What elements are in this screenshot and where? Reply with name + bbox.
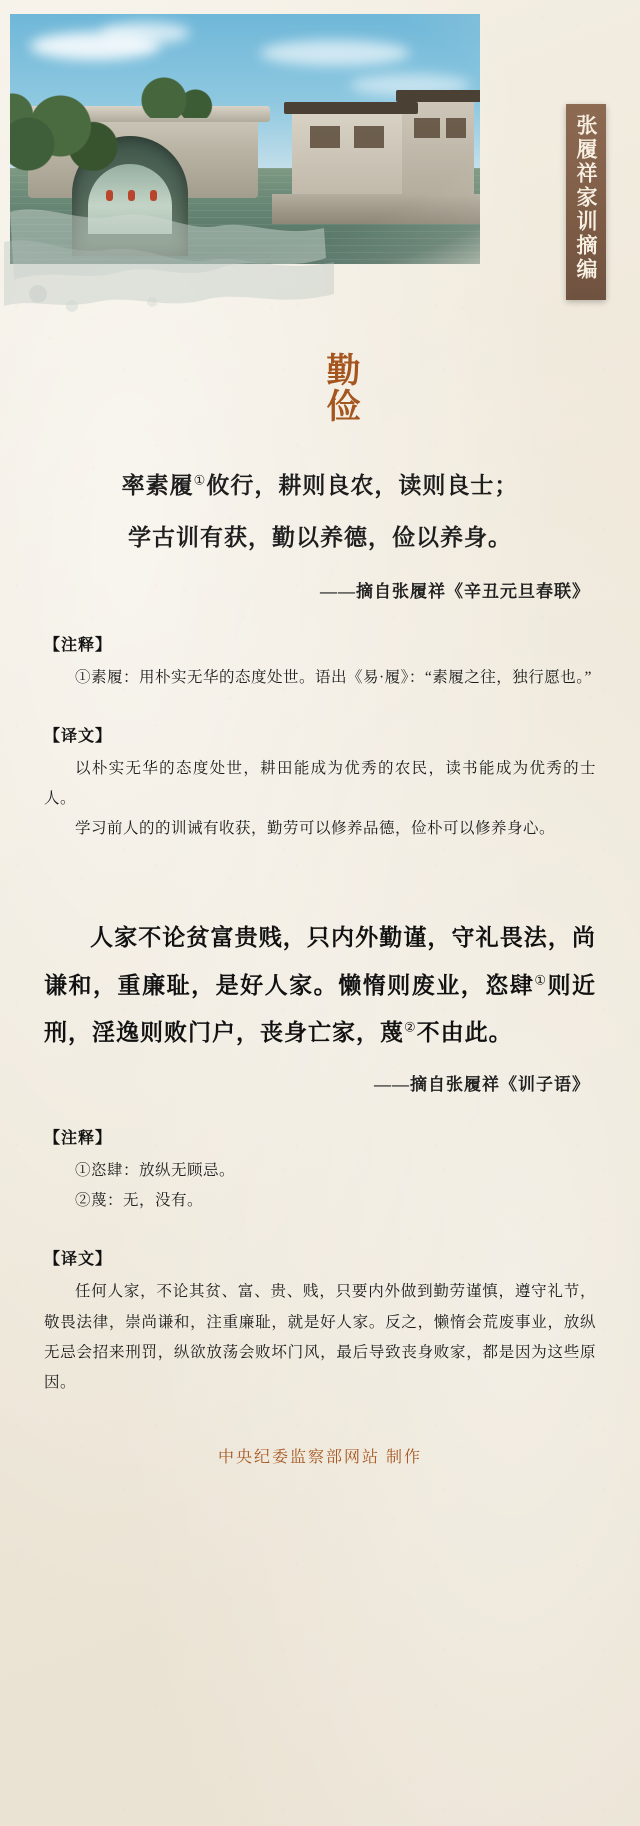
roof: [396, 90, 480, 102]
river-bank: [272, 194, 480, 224]
entry-two-source: ——摘自张履祥《训子语》: [374, 1074, 590, 1094]
verse-line-1-text-b: 攸行，耕则良农，读则良士；: [206, 473, 519, 498]
entry-two-passage: [44, 914, 596, 1055]
entry-one-translation-1: 以朴实无华的态度处世，耕田能成为优秀的农民，读书能成为优秀的士人。: [44, 759, 596, 808]
footnote-marker: ②: [404, 1019, 417, 1035]
entry-one-source: ——摘自张履祥《辛丑元旦春联》: [320, 581, 590, 601]
window: [446, 118, 466, 138]
entry-two-translation-label: 【译文】: [44, 1251, 113, 1269]
publication-title: 张履祥家训摘编: [574, 114, 599, 282]
entry-two-translation-1: 任何人家，不论其贫、富、贵、贱，只要内外做到勤劳谨慎，遵守礼节，敬畏法律，崇尚谦和，注重廉耻，就是好人家。反之，懒惰会荒废事业，放纵无忌会招来刑罚，纵欲放荡会败坏门风，最后导致丧身败家，都是因为这些原因。: [44, 1283, 596, 1391]
passage-text-a: 人家不论贫富贵贱，只内外勤谨，守礼畏法，尚谦和，重廉耻，是好人家。懒惰则废业，恣肆: [44, 925, 596, 998]
cloud-icon: [100, 22, 190, 44]
lantern-icon: [150, 190, 157, 201]
entry-one-translation-label: 【译文】: [44, 727, 113, 745]
cloud-icon: [260, 40, 410, 66]
footnote-marker: ①: [534, 971, 548, 987]
entry-one: [44, 462, 596, 844]
entry-two-note-2: ②蔑：无，没有。: [75, 1192, 204, 1210]
verse-line-1-text-a: 率素履: [121, 473, 194, 498]
verse-line-2: 学古训有获，勤以养德，俭以养身。: [128, 525, 512, 551]
entry-one-translation-2: 学习前人的的训诫有收获，勤劳可以修养品德，俭朴可以修养身心。: [75, 820, 556, 838]
passage-text-b: 则近刑，淫逸则败门户，丧身亡家，蔑: [44, 972, 596, 1045]
roof: [284, 102, 418, 114]
window: [310, 126, 340, 148]
passage-text-c: 不由此。: [416, 1019, 513, 1045]
page-title: 勤俭: [321, 352, 358, 424]
tree-cluster-top: [128, 58, 218, 118]
article-content: [0, 340, 640, 1497]
footer-credit: 中央纪委监察部网站 制作: [217, 1449, 422, 1467]
riverside-house: [292, 110, 410, 198]
section-spacer: [44, 844, 596, 914]
hero-banner: [0, 0, 640, 320]
footnote-marker: ①: [193, 472, 207, 488]
window: [414, 118, 440, 138]
hero-photo: [10, 14, 480, 264]
vertical-title-plaque: [566, 104, 606, 300]
window: [354, 126, 384, 148]
entry-one-note-1: ①素履：用朴实无华的态度处世。语出《易·履》：“素履之往，独行愿也。”: [75, 668, 592, 686]
entry-one-notes-label: 【注释】: [44, 636, 113, 654]
lantern-icon: [106, 190, 113, 201]
entry-two-note-1: ①恣肆：放纵无顾忌。: [75, 1161, 236, 1179]
entry-two-notes-label: 【注释】: [44, 1129, 113, 1147]
verse-line-1: [44, 462, 596, 510]
entry-two: [44, 914, 596, 1398]
tree-cluster-left: [10, 72, 132, 192]
lantern-icon: [128, 190, 135, 201]
